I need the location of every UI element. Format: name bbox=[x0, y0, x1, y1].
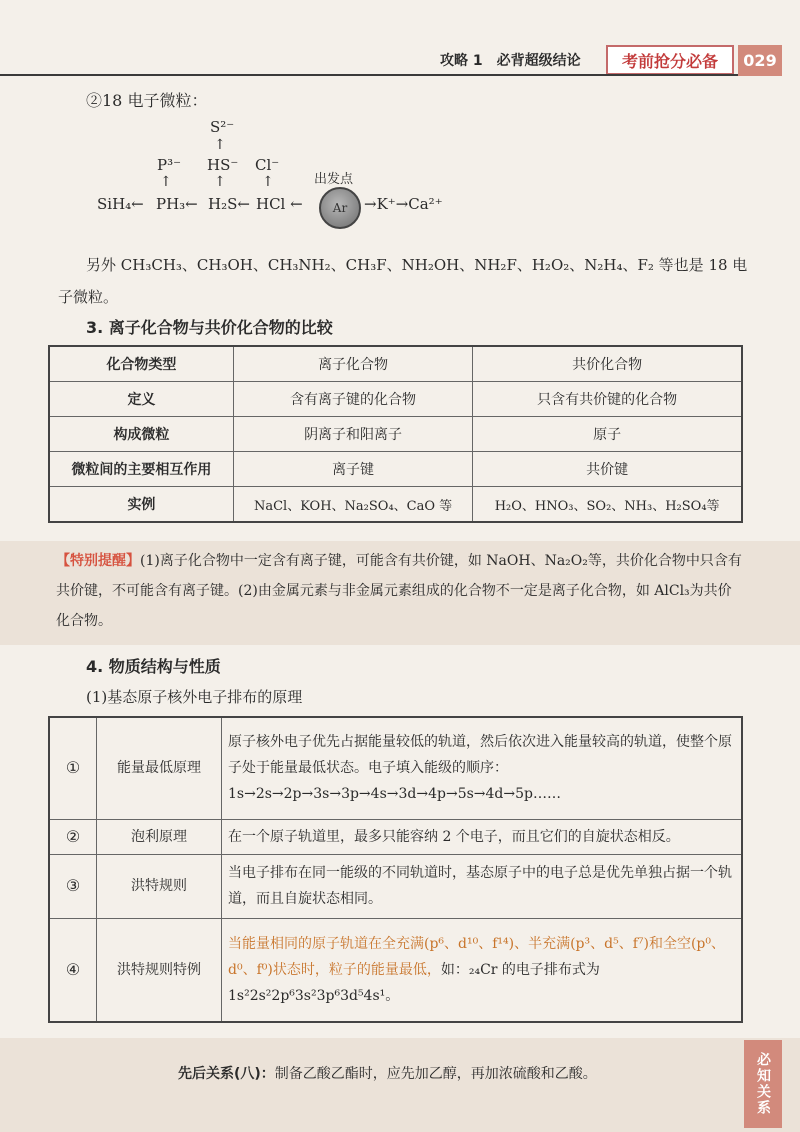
ar-circle: Ar bbox=[319, 187, 361, 229]
species-hcl: HCl ← bbox=[256, 195, 303, 213]
row-number: ② bbox=[49, 819, 97, 854]
species-cl: Cl⁻ bbox=[255, 156, 280, 174]
table-cell: 离子键 bbox=[233, 452, 472, 487]
footer-background bbox=[0, 1038, 800, 1132]
side-tab: 必知关系 bbox=[744, 1040, 782, 1128]
table-row bbox=[49, 382, 742, 417]
arrow-up-p3: ↑ bbox=[160, 174, 172, 190]
table-row bbox=[49, 819, 742, 854]
principle-desc-highlight: 当能量相同的原子轨道在全充满(p⁶、d¹⁰、f¹⁴)、半充满(p³、d⁵、f⁷)和全空(p⁰、d⁰、f⁰)状态时，粒子的能量最低， bbox=[228, 935, 725, 978]
footer-text: 制备乙酸乙酯时，应先加乙醇，再加浓硫酸和乙酸。 bbox=[274, 1066, 597, 1082]
principle-desc bbox=[222, 918, 743, 1022]
table-cell: 化合物类型 bbox=[49, 346, 233, 382]
note-label: 【特别提醒】 bbox=[56, 553, 140, 569]
electron18-title: ②18 电子微粒： bbox=[86, 91, 208, 110]
principle-name: 洪特规则特例 bbox=[97, 918, 222, 1022]
footer-note bbox=[178, 1063, 597, 1083]
table-cell: 定义 bbox=[49, 382, 233, 417]
table-cell: 阴离子和阳离子 bbox=[233, 417, 472, 452]
principle-desc: 原子核外电子优先占据能量较低的轨道，然后依次进入能量较高的轨道，使整个原子处于能量最低状态。电子填入能级的顺序：1s→2s→2p→3s→3p→4s→3d→4p→5s→4d→5p…… bbox=[222, 717, 743, 819]
other-species-line2: 子微粒。 bbox=[58, 288, 119, 306]
species-sih4: SiH₄← bbox=[97, 195, 144, 213]
page-number: 029 bbox=[738, 45, 782, 76]
principle-desc: 在一个原子轨道里，最多只能容纳 2 个电子，而且它们的自旋状态相反。 bbox=[222, 819, 743, 854]
table-cell: 原子 bbox=[473, 417, 742, 452]
footer-label: 先后关系(八)： bbox=[178, 1066, 275, 1082]
table-cell: H₂O、HNO₃、SO₂、NH₃、H₂SO₄等 bbox=[473, 487, 742, 523]
electron-principles-table bbox=[48, 716, 743, 1023]
table-cell: 共价化合物 bbox=[473, 346, 742, 382]
principle-desc-example: 如：₂₄Cr 的电子排布式为1s²2s²2p⁶3s²3p⁶3d⁵4s¹。 bbox=[228, 961, 600, 1004]
table-row bbox=[49, 346, 742, 382]
principle-name: 洪特规则 bbox=[97, 854, 222, 918]
row-number: ④ bbox=[49, 918, 97, 1022]
species-k-ca: →K⁺→Ca²⁺ bbox=[364, 195, 443, 213]
header-divider bbox=[0, 74, 738, 76]
row-number: ① bbox=[49, 717, 97, 819]
principle-desc: 当电子排布在同一能级的不同轨道时，基态原子中的电子总是优先单独占据一个轨道，而且自旋状态相同。 bbox=[222, 854, 743, 918]
arrow-up-cl: ↑ bbox=[262, 174, 274, 190]
principle-name: 泡利原理 bbox=[97, 819, 222, 854]
section4-subtitle: (1)基态原子核外电子排布的原理 bbox=[86, 688, 303, 706]
arrow-up-s2: ↑ bbox=[214, 137, 226, 153]
table-cell: 共价键 bbox=[473, 452, 742, 487]
arrow-up-hs: ↑ bbox=[214, 174, 226, 190]
note-box bbox=[56, 546, 744, 636]
compound-comparison-table bbox=[48, 345, 743, 523]
table-cell: 离子化合物 bbox=[233, 346, 472, 382]
table-cell: 实例 bbox=[49, 487, 233, 523]
table-row bbox=[49, 487, 742, 523]
principle-name: 能量最低原理 bbox=[97, 717, 222, 819]
section3-title: 3. 离子化合物与共价化合物的比较 bbox=[86, 318, 333, 337]
table-row bbox=[49, 717, 742, 819]
header-section: 攻略 1 必背超级结论 bbox=[440, 53, 581, 69]
species-p3: P³⁻ bbox=[157, 156, 182, 174]
table-row bbox=[49, 918, 742, 1022]
header-tag: 考前抢分必备 bbox=[606, 45, 734, 75]
table-cell: 微粒间的主要相互作用 bbox=[49, 452, 233, 487]
section4-title: 4. 物质结构与性质 bbox=[86, 657, 221, 676]
table-cell: 含有离子键的化合物 bbox=[233, 382, 472, 417]
table-cell: 构成微粒 bbox=[49, 417, 233, 452]
species-s2: S²⁻ bbox=[210, 118, 235, 136]
table-cell: 只含有共价键的化合物 bbox=[473, 382, 742, 417]
table-row bbox=[49, 417, 742, 452]
species-ph3: PH₃← bbox=[156, 195, 198, 213]
other-species-line1: 另外 CH₃CH₃、CH₃OH、CH₃NH₂、CH₃F、NH₂OH、NH₂F、H₂O₂、N₂H₄、F₂ 等也是 18 电 bbox=[86, 256, 748, 274]
table-row bbox=[49, 854, 742, 918]
table-row bbox=[49, 452, 742, 487]
species-hs: HS⁻ bbox=[207, 156, 239, 174]
species-h2s: H₂S← bbox=[208, 195, 250, 213]
table-cell: NaCl、KOH、Na₂SO₄、CaO 等 bbox=[233, 487, 472, 523]
note-text: (1)离子化合物中一定含有离子键，可能含有共价键，如 NaOH、Na₂O₂等，共价化合物中只含有共价键，不可能含有离子键。(2)由金属元素与非金属元素组成的化合物不一定是离子化合物，如 AlCl₃为共价化合物。 bbox=[56, 553, 742, 629]
row-number: ③ bbox=[49, 854, 97, 918]
start-label: 出发点 bbox=[314, 172, 354, 187]
